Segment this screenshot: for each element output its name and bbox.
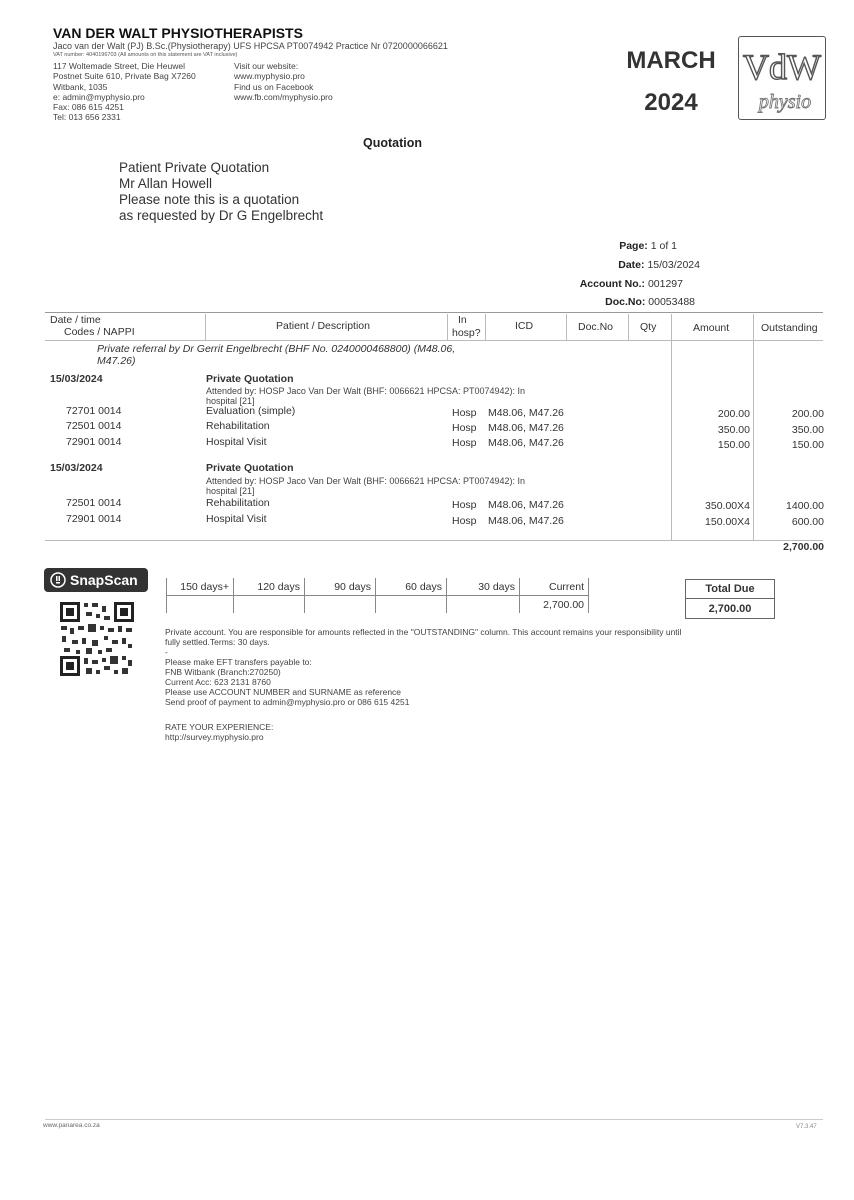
total-due-box bbox=[685, 579, 775, 619]
web-links bbox=[234, 61, 333, 102]
statement-period bbox=[612, 40, 730, 124]
rate-experience bbox=[165, 722, 273, 742]
account-number: Account No.: 001297 bbox=[579, 278, 683, 290]
address-line: Witbank, 1035 bbox=[53, 81, 108, 92]
col-header-icd: ICD bbox=[515, 320, 534, 332]
web-line: www.fb.com/myphysio.pro bbox=[234, 91, 333, 102]
aging-values-row bbox=[167, 596, 589, 614]
eft-instructions bbox=[165, 657, 409, 707]
aging-value bbox=[447, 596, 520, 614]
address-line: e: admin@myphysio.pro bbox=[53, 91, 145, 102]
item-outstanding: 1400.00 bbox=[786, 500, 824, 512]
snapscan-banner bbox=[44, 568, 148, 592]
item-code: 72501 0014 bbox=[66, 420, 122, 432]
patient-block bbox=[119, 160, 323, 224]
col-header-outstanding: Outstanding bbox=[761, 322, 818, 334]
practice-name: VAN DER WALT PHYSIOTHERAPISTS bbox=[53, 25, 303, 41]
item-code: 72901 0014 bbox=[66, 436, 122, 448]
address-line: 117 Woltemade Street, Die Heuwel bbox=[53, 61, 185, 71]
item-description: Rehabilitation bbox=[206, 497, 270, 509]
column-divider bbox=[205, 314, 206, 340]
patient-line: Mr Allan Howell bbox=[119, 176, 213, 191]
grand-total: 2,700.00 bbox=[783, 541, 824, 553]
patient-line: as requested by Dr G Engelbrecht bbox=[119, 208, 324, 223]
aging-labels-row bbox=[167, 578, 589, 596]
col-header-amount: Amount bbox=[693, 322, 730, 334]
page-footer-rule bbox=[45, 1119, 823, 1120]
aging-label: 30 days bbox=[447, 578, 520, 596]
item-description: Rehabilitation bbox=[206, 420, 270, 432]
item-amount: 350.00X4 bbox=[705, 500, 750, 512]
survey-link[interactable]: http://survey.myphysio.pro bbox=[165, 732, 264, 742]
attended-by: Attended by: HOSP Jaco Van Der Walt (BHF: 0066621 HPCSA: PT0074942): In bbox=[206, 386, 525, 396]
item-icd: M48.06, M47.26 bbox=[488, 499, 564, 511]
item-hosp: Hosp bbox=[452, 407, 477, 419]
item-code: 72501 0014 bbox=[66, 497, 122, 509]
header-bottom-border bbox=[45, 340, 823, 341]
account-notice bbox=[165, 627, 825, 657]
item-outstanding: 200.00 bbox=[791, 408, 824, 420]
aging-value bbox=[234, 596, 305, 614]
footer-version: V7.3.47 bbox=[796, 1124, 817, 1130]
item-outstanding: 150.00 bbox=[791, 439, 824, 451]
group-title: Private Quotation bbox=[206, 373, 294, 385]
patient-line: Patient Private Quotation bbox=[119, 160, 270, 175]
web-line: Visit our website: bbox=[234, 61, 299, 71]
table-top-border bbox=[45, 312, 823, 313]
qr-code-icon[interactable] bbox=[58, 600, 136, 678]
column-divider bbox=[566, 314, 567, 340]
web-line: Find us on Facebook bbox=[234, 81, 314, 92]
document-date: Date: 15/03/2024 bbox=[618, 259, 700, 271]
col-header-docno: Doc.No bbox=[578, 321, 614, 333]
eft-line: Current Acc: 623 2131 8760 bbox=[165, 677, 271, 687]
eft-line: FNB Witbank (Branch:270250) bbox=[165, 667, 281, 677]
col-header-hosp: hosp? bbox=[452, 327, 481, 339]
aging-label: 90 days bbox=[305, 578, 376, 596]
referral-line: M47.26) bbox=[97, 355, 136, 367]
item-hosp: Hosp bbox=[452, 515, 477, 527]
notice-dash: - bbox=[165, 647, 168, 657]
aging-value bbox=[305, 596, 376, 614]
col-header-in: In bbox=[458, 314, 467, 326]
eft-line: Send proof of payment to admin@myphysio.pro or 086 615 4251 bbox=[165, 697, 410, 707]
item-icd: M48.06, M47.26 bbox=[488, 515, 564, 527]
item-description: Hospital Visit bbox=[206, 436, 267, 448]
total-due-value: 2,700.00 bbox=[708, 603, 752, 615]
logo-text: physio bbox=[758, 91, 812, 113]
aging-label: 60 days bbox=[376, 578, 447, 596]
aging-label: Current bbox=[520, 578, 589, 596]
aging-value bbox=[167, 596, 234, 614]
aging-table bbox=[166, 578, 589, 613]
item-outstanding: 600.00 bbox=[791, 516, 824, 528]
referral-line: Private referral by Dr Gerrit Engelbrecht (BHF No. 0240000468800) (M48.06, bbox=[97, 343, 456, 355]
logo-mark: VdW bbox=[743, 47, 821, 87]
practice-address bbox=[53, 61, 196, 123]
col-header-description: Patient / Description bbox=[276, 320, 370, 332]
item-code: 72901 0014 bbox=[66, 513, 122, 525]
practice-logo bbox=[738, 36, 826, 120]
total-due-label: Total Due bbox=[686, 580, 774, 599]
vat-note: VAT number: 4040196703 (All amounts on this statement are VAT inclusive) bbox=[53, 52, 238, 58]
statement-year: 2024 bbox=[644, 89, 698, 116]
logo-graphic bbox=[739, 37, 825, 119]
item-hosp: Hosp bbox=[452, 499, 477, 511]
page-number: Page: 1 of 1 bbox=[619, 240, 677, 252]
statement-month: MARCH bbox=[626, 47, 716, 74]
attended-by: Attended by: HOSP Jaco Van Der Walt (BHF: 0066621 HPCSA: PT0074942): In bbox=[206, 476, 525, 486]
patient-line: Please note this is a quotation bbox=[119, 192, 300, 207]
item-outstanding: 350.00 bbox=[791, 424, 824, 436]
document-number: Doc.No: 00053488 bbox=[605, 296, 695, 308]
document-title: Quotation bbox=[363, 136, 423, 150]
practitioner-qualifications: Jaco van der Walt (PJ) B.Sc.(Physiotherapy) UFS HPCSA PT0074942 Practice Nr 0720000066621 bbox=[53, 41, 448, 51]
rate-line: RATE YOUR EXPERIENCE: bbox=[165, 722, 274, 732]
eft-line: Please use ACCOUNT NUMBER and SURNAME as reference bbox=[165, 687, 402, 697]
snapscan-label: SnapScan bbox=[70, 572, 138, 588]
aging-label: 120 days bbox=[234, 578, 305, 596]
item-hosp: Hosp bbox=[452, 422, 477, 434]
notice-line: fully settled.Terms: 30 days. bbox=[165, 637, 270, 647]
item-amount: 200.00 bbox=[717, 408, 750, 420]
attended-by-cont: hospital [21] bbox=[206, 486, 255, 496]
group-title: Private Quotation bbox=[206, 462, 294, 474]
item-amount: 350.00 bbox=[717, 424, 750, 436]
address-line: Tel: 013 656 2331 bbox=[53, 112, 121, 123]
web-line: www.myphysio.pro bbox=[234, 71, 305, 82]
item-amount: 150.00 bbox=[717, 439, 750, 451]
attended-by-cont: hospital [21] bbox=[206, 396, 255, 406]
eft-line: Please make EFT transfers payable to: bbox=[165, 657, 312, 667]
col-header-date: Date / time bbox=[50, 314, 101, 326]
snapscan-block bbox=[44, 568, 148, 692]
notice-line: Private account. You are responsible for amounts reflected in the "OUTSTANDING" column. This account remains your responsibility until bbox=[165, 627, 682, 637]
col-header-qty: Qty bbox=[640, 321, 657, 333]
aging-label: 150 days+ bbox=[167, 578, 234, 596]
col-header-codes: Codes / NAPPI bbox=[64, 326, 135, 338]
address-line: Postnet Suite 610, Private Bag X7260 bbox=[53, 71, 196, 82]
item-icd: M48.06, M47.26 bbox=[488, 407, 564, 419]
snapscan-icon bbox=[50, 572, 66, 588]
group-date: 15/03/2024 bbox=[50, 373, 103, 385]
group-date: 15/03/2024 bbox=[50, 462, 103, 474]
item-hosp: Hosp bbox=[452, 437, 477, 449]
footer-site: www.panarea.co.za bbox=[43, 1122, 100, 1129]
table-bottom-border bbox=[45, 540, 823, 541]
item-code: 72701 0014 bbox=[66, 405, 122, 417]
column-divider bbox=[485, 314, 486, 340]
address-line: Fax: 086 615 4251 bbox=[53, 102, 124, 113]
column-divider bbox=[447, 314, 448, 340]
aging-value bbox=[376, 596, 447, 614]
aging-value: 2,700.00 bbox=[520, 596, 589, 614]
item-amount: 150.00X4 bbox=[705, 516, 750, 528]
item-description: Hospital Visit bbox=[206, 513, 267, 525]
column-divider bbox=[628, 314, 629, 340]
column-divider bbox=[671, 314, 672, 540]
column-divider bbox=[753, 314, 754, 540]
item-description: Evaluation (simple) bbox=[206, 405, 296, 417]
item-icd: M48.06, M47.26 bbox=[488, 422, 564, 434]
item-icd: M48.06, M47.26 bbox=[488, 437, 564, 449]
